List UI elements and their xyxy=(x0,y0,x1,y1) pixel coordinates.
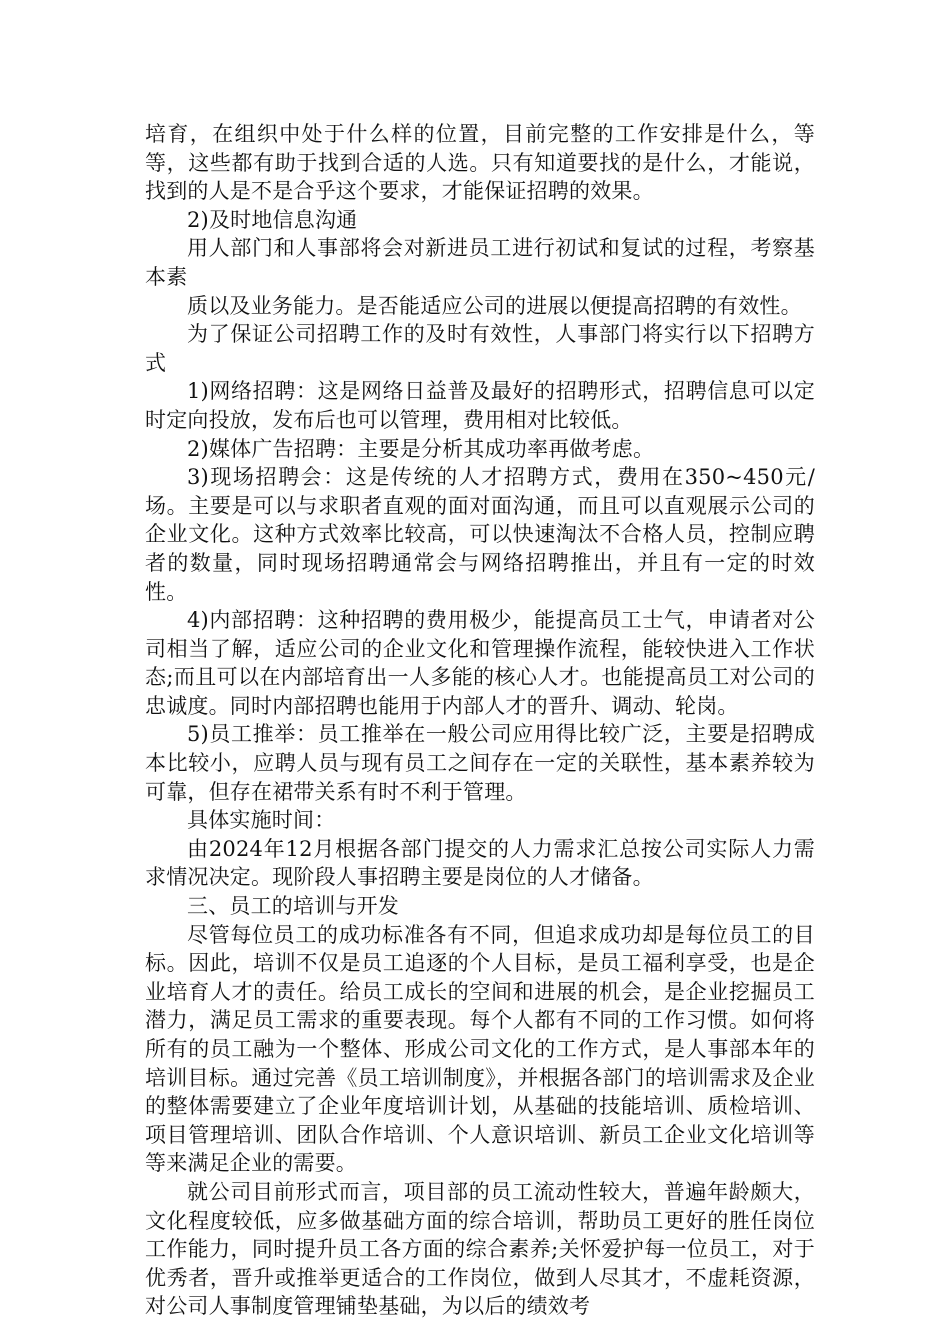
document-body xyxy=(145,120,815,1321)
paragraph-current-situation: 就公司目前形式而言，项目部的员工流动性较大，普遍年龄颇大，文化程度较低，应多做基础方面的综合培训，帮助员工更好的胜任岗位工作能力，同时提升员工各方面的综合素养;关怀爱护每一位员工，对于优秀者，晋升或推举更适合的工作岗位，做到人尽其才，不虚耗资源，对公司人事制度管理铺垫基础，为以后的绩效考 xyxy=(145,1179,815,1319)
paragraph-recruitment-methods: 为了保证公司招聘工作的及时有效性，人事部门将实行以下招聘方式 xyxy=(145,322,815,375)
paragraph-internal-recruitment: 4)内部招聘：这种招聘的费用极少，能提高员工士气，申请者对公司相当了解，适应公司的企业文化和管理操作流程，能较快进入工作状态;而且可以在内部培育出一人多能的核心人才。也能提高员工对公司的忠诚度。同时内部招聘也能用于内部人才的晋升、调动、轮岗。 xyxy=(145,608,815,718)
paragraph-employee-referral: 5)员工推举：员工推举在一般公司应用得比较广泛，主要是招聘成本比较小，应聘人员与现有员工之间存在一定的关联性，基本素养较为可靠，但存在裙带关系有时不利于管理。 xyxy=(145,722,815,804)
paragraph-info-communication-heading: 2)及时地信息沟通 xyxy=(187,207,358,232)
paragraph-online-recruitment: 1)网络招聘：这是网络日益普及最好的招聘形式，招聘信息可以定时定向投放，发布后也可以管理，费用相对比较低。 xyxy=(145,379,815,432)
paragraph-media-recruitment: 2)媒体广告招聘：主要是分析其成功率再做考虑。 xyxy=(187,436,655,461)
paragraph-business-ability: 质以及业务能力。是否能适应公司的进展以便提高招聘的有效性。 xyxy=(187,293,802,318)
paragraph-implementation-time: 由2024年12月根据各部门提交的人力需求汇总按公司实际人力需求情况决定。现阶段人事招聘主要是岗位的人才储备。 xyxy=(145,836,815,890)
section-heading-training: 三、员工的培训与开发 xyxy=(187,894,399,919)
paragraph-job-fair: 3)现场招聘会：这是传统的人才招聘方式，费用在350~450元/场。主要是可以与求职者直观的面对面沟通，而且可以直观展示公司的企业文化。这种方式效率比较高，可以快速淘汰不合格人员，控制应聘者的数量，同时现场招聘通常会与网络招聘推出，并且有一定的时效性。 xyxy=(145,465,815,604)
paragraph-training-goals: 尽管每位员工的成功标准各有不同，但追求成功却是每位员工的目标。因此，培训不仅是员工追逐的个人目标，是员工福利享受，也是企业培育人才的责任。给员工成长的空间和进展的机会，是企业挖掘员工潜力，满足员工需求的重要表现。每个人都有不同的工作习惯。如何将所有的员工融为一个整体、形成公司文化的工作方式，是人事部本年的培训目标。通过完善《员工培训制度》，并根据各部门的培训需求及企业的整体需要建立了企业年度培训计划，从基础的技能培训、质检培训、项目管理培训、团队合作培训、个人意识培训、新员工企业文化培训等等来满足企业的需要。 xyxy=(145,922,815,1176)
paragraph-continued-intro: 培育，在组织中处于什么样的位置，目前完整的工作安排是什么，等等，这些都有助于找到合适的人选。只有知道要找的是什么，才能说，找到的人是不是合乎这个要求，才能保证招聘的效果。 xyxy=(145,122,815,204)
paragraph-interview-process: 用人部门和人事部将会对新进员工进行初试和复试的过程，考察基本素 xyxy=(145,236,815,289)
paragraph-implementation-time-label: 具体实施时间： xyxy=(187,808,336,833)
